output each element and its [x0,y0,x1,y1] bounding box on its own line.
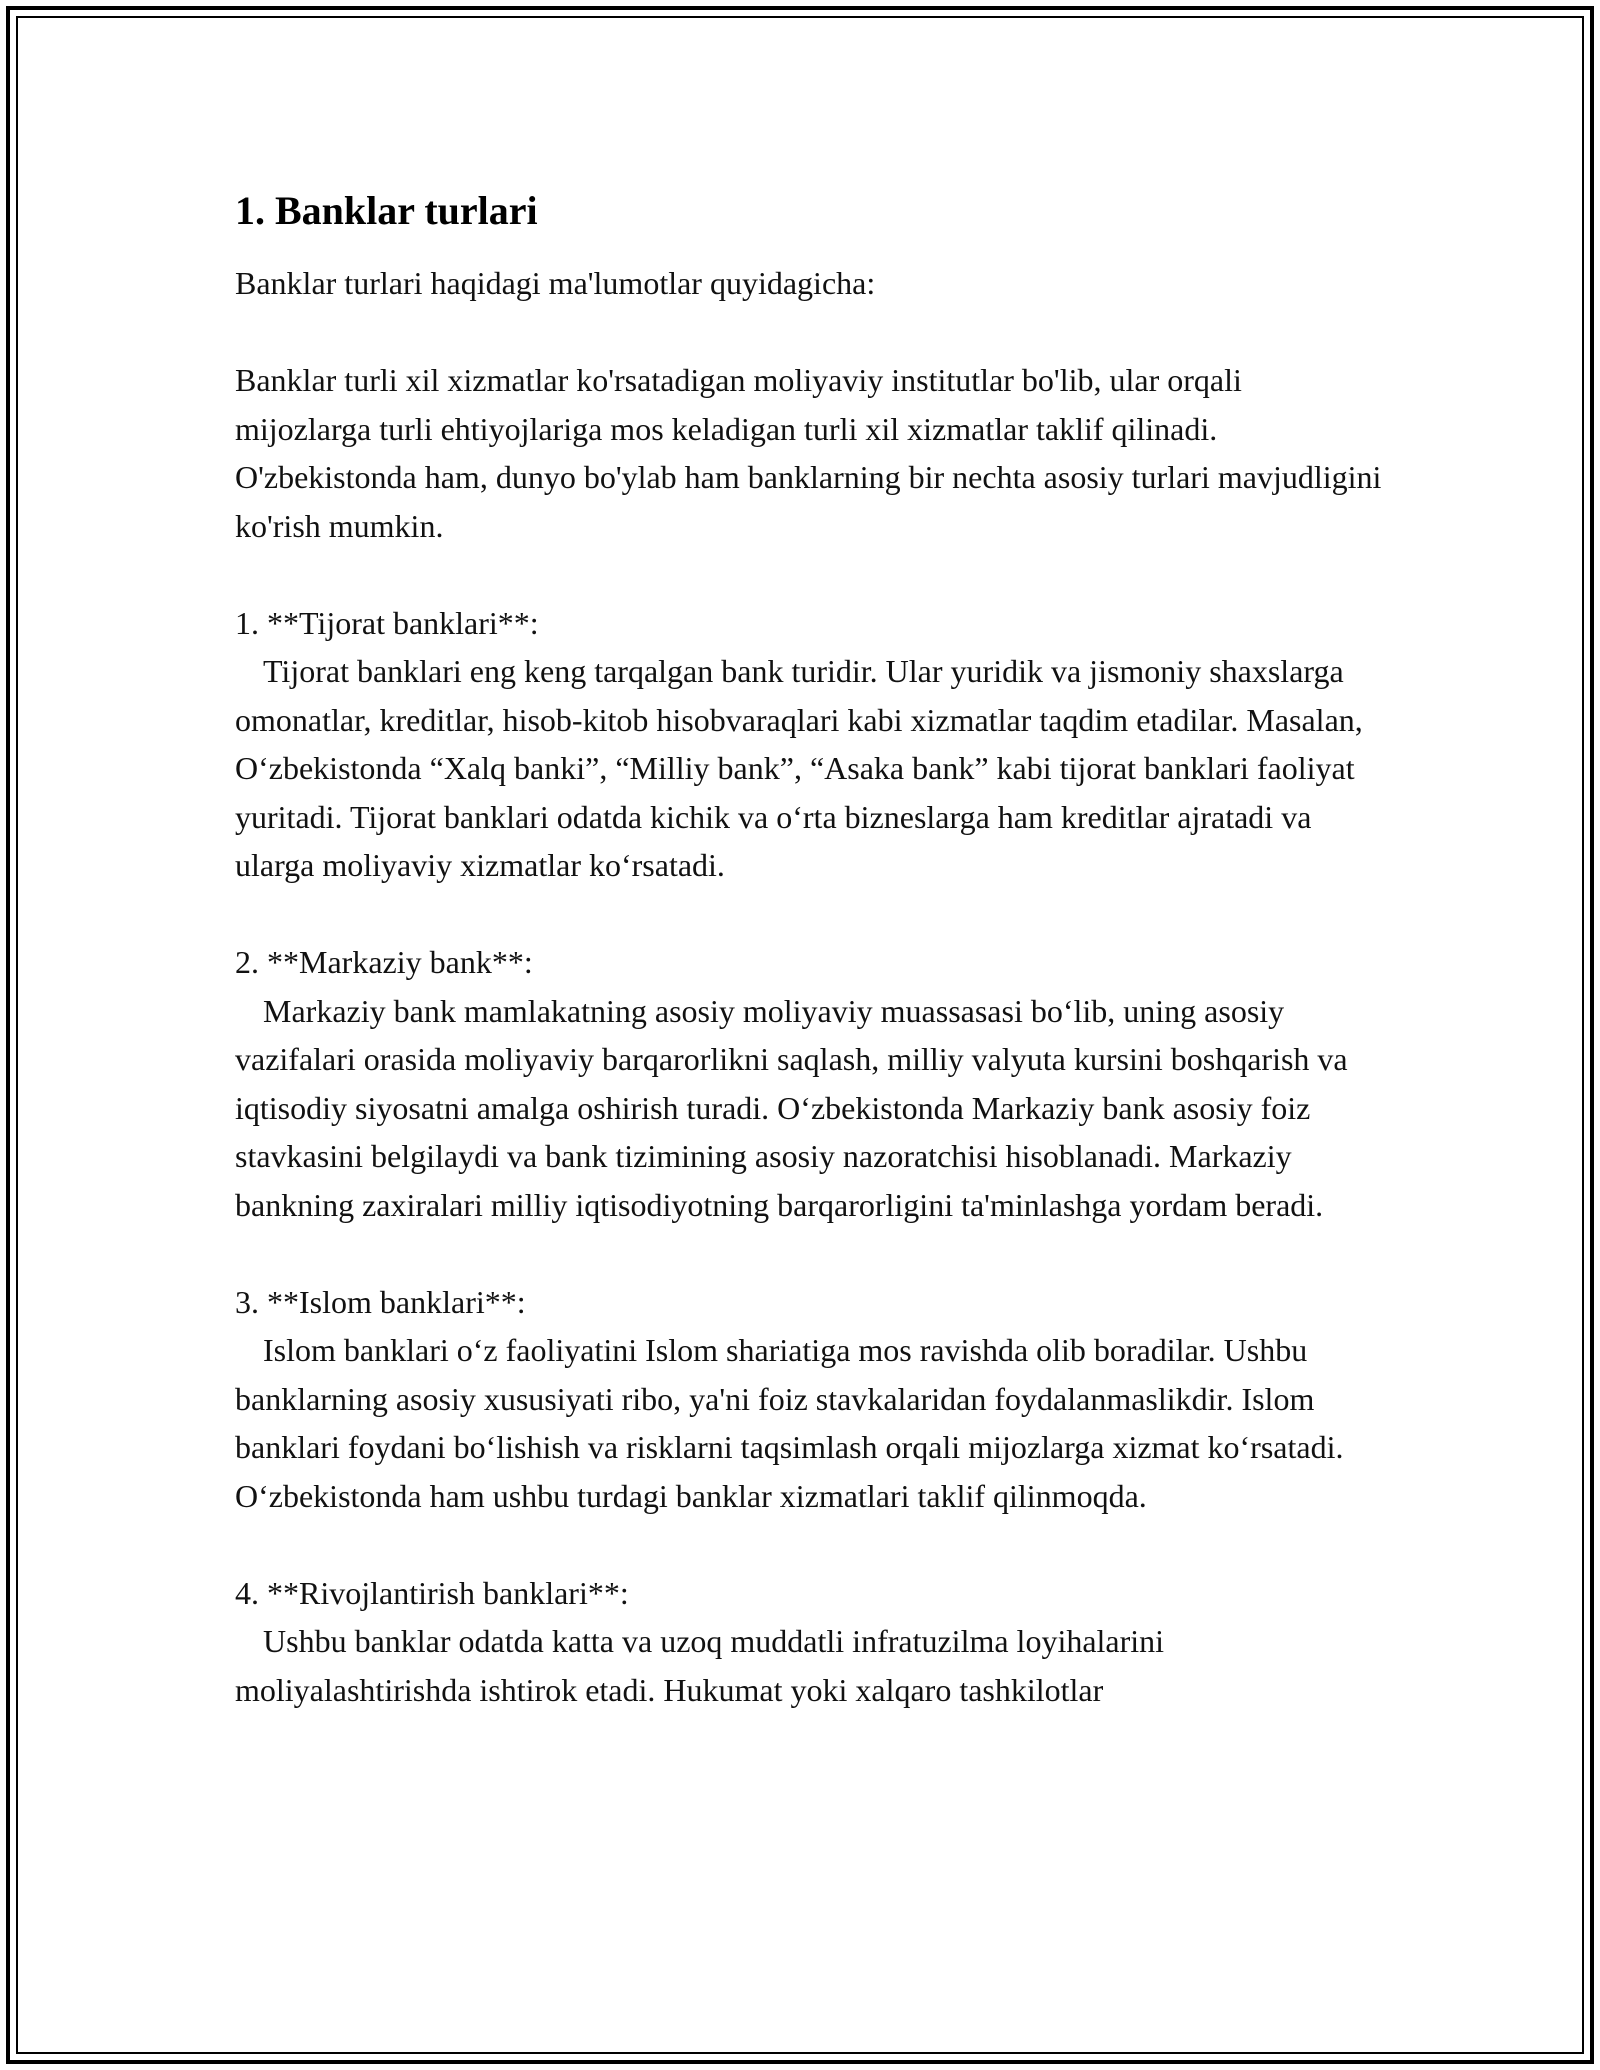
list-item-title: 4. **Rivojlantirish banklari**: [235,1574,629,1611]
list-item-body: Islom banklari o‘z faoliyatini Islom shariatiga mos ravishda olib boradilar. Ushbu banklarning asosiy xususiyati ribo, ya'ni foiz stavkalaridan foydalanmaslikdir. Islom banklari foydani bo‘lishish va risklarni taqsimlash orqali mijozlarga xizmat ko‘rsatadi. O‘zbekistonda ham ushbu turdagi banklar xizmatlari taklif qilinmoqda. [235,1332,1344,1514]
list-item-title: 2. **Markaziy bank**: [235,944,533,980]
section-heading: 1. Banklar turlari [235,188,538,233]
list-item-body: Ushbu banklar odatda katta va uzoq muddatli infratuzilma loyihalarini moliyalashtirishda ishtirok etadi. Hukumat yoki xalqaro tashkilotlar [235,1623,1165,1708]
document-body [235,185,1385,1714]
list-item-markaziy [235,938,1385,1229]
list-item-body: Tijorat banklari eng keng tarqalgan bank turidir. Ular yuridik va jismoniy shaxslarga omonatlar, kreditlar, hisob-kitob hisobvaraqlari kabi xizmatlar taqdim etadilar. Masalan, O‘zbekistonda “Xalq banki”, “Milliy bank”, “Asaka bank” kabi tijorat banklari faoliyat yuritadi. Tijorat banklari odatda kichik va o‘rta bizneslarga ham kreditlar ajratadi va ularga moliyaviy xizmatlar ko‘rsatadi. [235,653,1363,883]
list-item-tijorat [235,599,1385,890]
list-item-rivojlantirish [235,1569,1385,1715]
list-item-title: 3. **Islom banklari**: [235,1283,526,1320]
list-item-islom [235,1278,1385,1521]
intro-paragraph: Banklar turlari haqidagi ma'lumotlar quyidagicha: [235,265,876,301]
list-item-body: Markaziy bank mamlakatning asosiy moliyaviy muassasasi bo‘lib, uning asosiy vazifalari orasida moliyaviy barqarorlikni saqlash, milliy valyuta kursini boshqarish va iqtisodiy siyosatni amalga oshirish turadi. O‘zbekistonda Markaziy bank asosiy foiz stavkasini belgilaydi va bank tizimining asosiy nazoratchisi hisoblanadi. Markaziy bankning zaxiralari milliy iqtisodiyotning barqarorligini ta'minlashga yordam beradi. [235,992,1348,1223]
overview-block [235,356,1385,550]
overview-paragraph: Banklar turli xil xizmatlar ko'rsatadigan moliyaviy institutlar bo'lib, ular orqali mijozlarga turli ehtiyojlariga mos keladigan turli xil xizmatlar taklif qilinadi. O'zbekistonda ham, dunyo bo'ylab ham banklarning bir nechta asosiy turlari mavjudligini ko'rish mumkin. [235,362,1382,544]
list-item-title: 1. **Tijorat banklari**: [235,604,539,641]
